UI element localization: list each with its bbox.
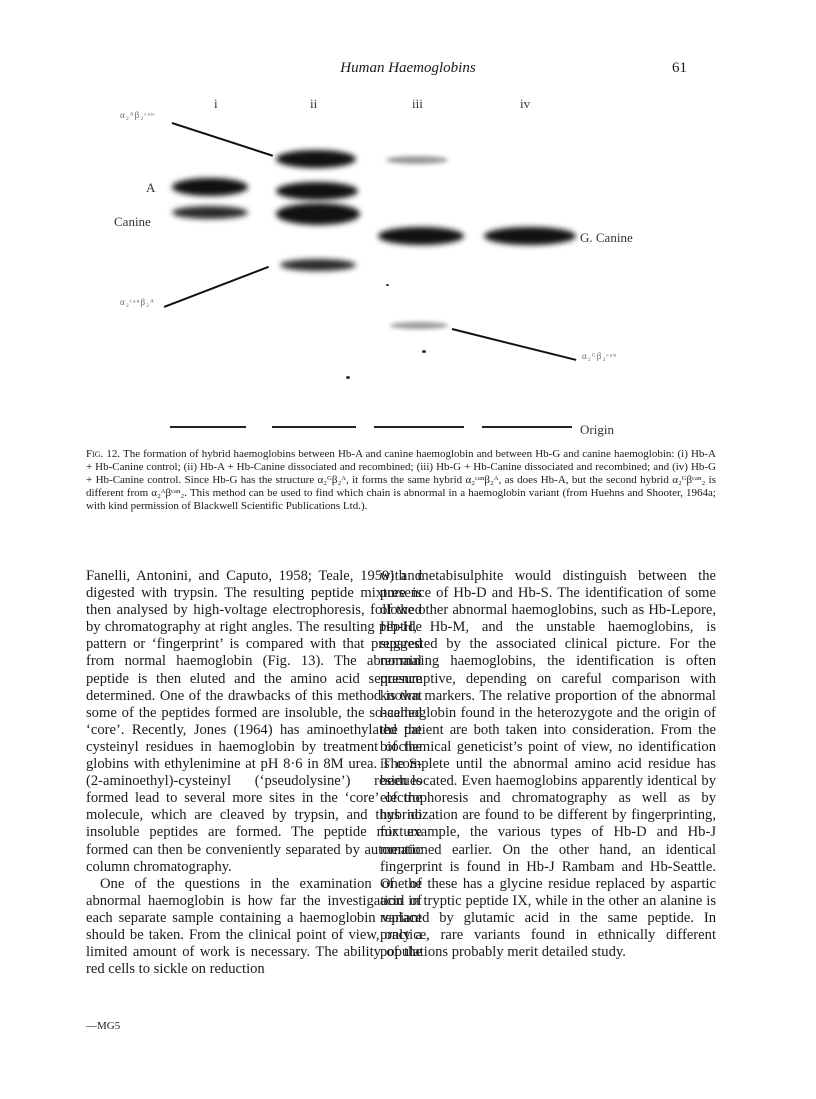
band-lane-iv-g-canine: [484, 227, 576, 245]
label-hb-a: A: [146, 180, 156, 195]
band-lane-i-canine: [172, 206, 248, 219]
origin-line-ii: [272, 426, 356, 428]
pointer-bottom-hybrid: [164, 266, 269, 308]
figure-caption: [86, 448, 716, 513]
origin-line-i: [170, 426, 246, 428]
speck-1: [346, 376, 350, 379]
label-right-hybrid: α₂ᴳβ₂ᶜᵃⁿ: [582, 351, 618, 361]
page-number: 61: [672, 60, 687, 76]
band-lane-ii-top-hybrid: [276, 150, 356, 168]
pointer-right-hybrid: [452, 328, 577, 360]
origin-line-iii: [374, 426, 464, 428]
label-origin: Origin: [580, 422, 614, 437]
caption-label: Fig. 12.: [86, 448, 121, 460]
origin-line-iv: [482, 426, 572, 428]
speck-2: [422, 350, 426, 353]
label-top-hybrid: α₂ᴬβ₂ᶜᵃⁿ: [120, 110, 155, 120]
caption-text: The formation of hybrid haemoglobins between Hb-A and canine haemoglobin and between Hb-G and canine haemoglobin: (i) Hb-A + Hb-Canine control; (ii) Hb-A + Hb-Canine dissociated and recombined; (iii) Hb-G + Hb-Canine dissociated and recombined; and (iv) Hb-G + Hb-Canine control. Since Hb-G has the structure α₂ᴳβ₂ᴬ, it forms the same hybrid α₂ᶜᵃⁿβ₂ᴬ, as does Hb-A, but the second hybrid α₂ᴳβᶜᵃⁿ₂ is different from α₂ᴬβᶜᵃⁿ₂. This method can be used to find which chain is abnormal in a haemoglobin variant (from Huehns and Shooter, 1964a; with kind permission of Blackwell Scientific Publications Ltd.).: [86, 448, 716, 512]
band-lane-ii-a: [276, 182, 358, 200]
left-paragraph-1: Fanelli, Antonini, and Caputo, 1958; Teale, 1959) and digested with trypsin. The resulting peptide mixture is then analysed by high-voltage electrophoresis, followed by chromatography at right angles. The resulting peptide pattern or ‘fingerprint’ is compared with that prepared from normal haemoglobin (Fig. 13). The abnormal peptide is then eluted and the amino acid sequence determined. One of the drawbacks of this method is that some of the peptides formed are insoluble, the so-called ‘core’. Recently, Jones (1964) has aminoethylated the cysteinyl residues in haemoglobin by treatment of the globins with ethylenimine at pH 8·6 in 8M urea. The S-(2-aminoethyl)-cysteinyl (‘pseudolysine’) residues formed lead to several more sites in the ‘core’ of the molecule, which are cleaved by trypsin, and thus no insoluble peptides are formed. The peptide mixture formed can then be conveniently separated by automatic column chromatography.: [86, 568, 422, 875]
running-header-title: Human Haemoglobins: [340, 60, 476, 76]
left-column: [86, 568, 422, 978]
lane-label-i: i: [214, 96, 218, 111]
electrophoresis-figure: [110, 88, 710, 438]
label-canine: Canine: [114, 214, 151, 229]
pointer-top-hybrid: [172, 122, 273, 156]
band-lane-i-a: [172, 178, 248, 196]
lane-label-iv: iv: [520, 96, 531, 111]
lane-label-iii: iii: [412, 96, 423, 111]
band-lane-iii-canine: [378, 227, 464, 245]
lane-label-ii: ii: [310, 96, 318, 111]
band-lane-ii-canine: [276, 203, 360, 225]
right-paragraph-1: with metabisulphite would distinguish between the presence of Hb-D and Hb-S. The identification of some of the other abnormal haemoglobins, such as Hb-Lepore, Hb-H, Hb-M, and the unstable haemoglobins, is suggested by the associated clinical picture. For the remaining haemoglobins, the identification is often presumptive, depending on careful comparison with known markers. The relative proportion of the abnormal haemoglobin found in the heterozygote and the origin of the patient are both taken into consideration. From the biochemical geneticist’s point of view, no identification is complete until the abnormal amino acid residue has been located. Even haemoglobins apparently identical by electrophoresis and chromatography as well as by hybridization are found to be different by fingerprinting, for example, the various types of Hb-D and Hb-J mentioned earlier. On the other hand, an identical fingerprint is found in Hb-J Rambam and Hb-Seattle. One of these has a glycine residue replaced by aspartic acid in tryptic peptide IX, while in the other an alanine is replaced by glutamic acid in the same peptide. In practice, rare variants found in ethnically different populations probably merit detailed study.: [380, 568, 716, 961]
speck-3: [386, 284, 389, 286]
band-lane-iii-faint: [386, 156, 448, 164]
left-paragraph-2: One of the questions in the examination of the abnormal haemoglobin is how far the investigation of each separate sample containing a haemoglobin variant should be taken. From the clinical point of view, only a limited amount of work is necessary. The ability of the red cells to sickle on reduction: [86, 875, 422, 978]
label-bottom-hybrid: α₂ᶜᵃⁿβ₂ᴬ: [120, 297, 155, 307]
footer-signature: —MG5: [86, 1020, 121, 1032]
band-lane-ii-bottom-hybrid: [280, 259, 356, 271]
label-g-canine: G. Canine: [580, 230, 633, 245]
band-lane-iii-hybrid: [390, 322, 448, 329]
right-column: [380, 568, 716, 961]
